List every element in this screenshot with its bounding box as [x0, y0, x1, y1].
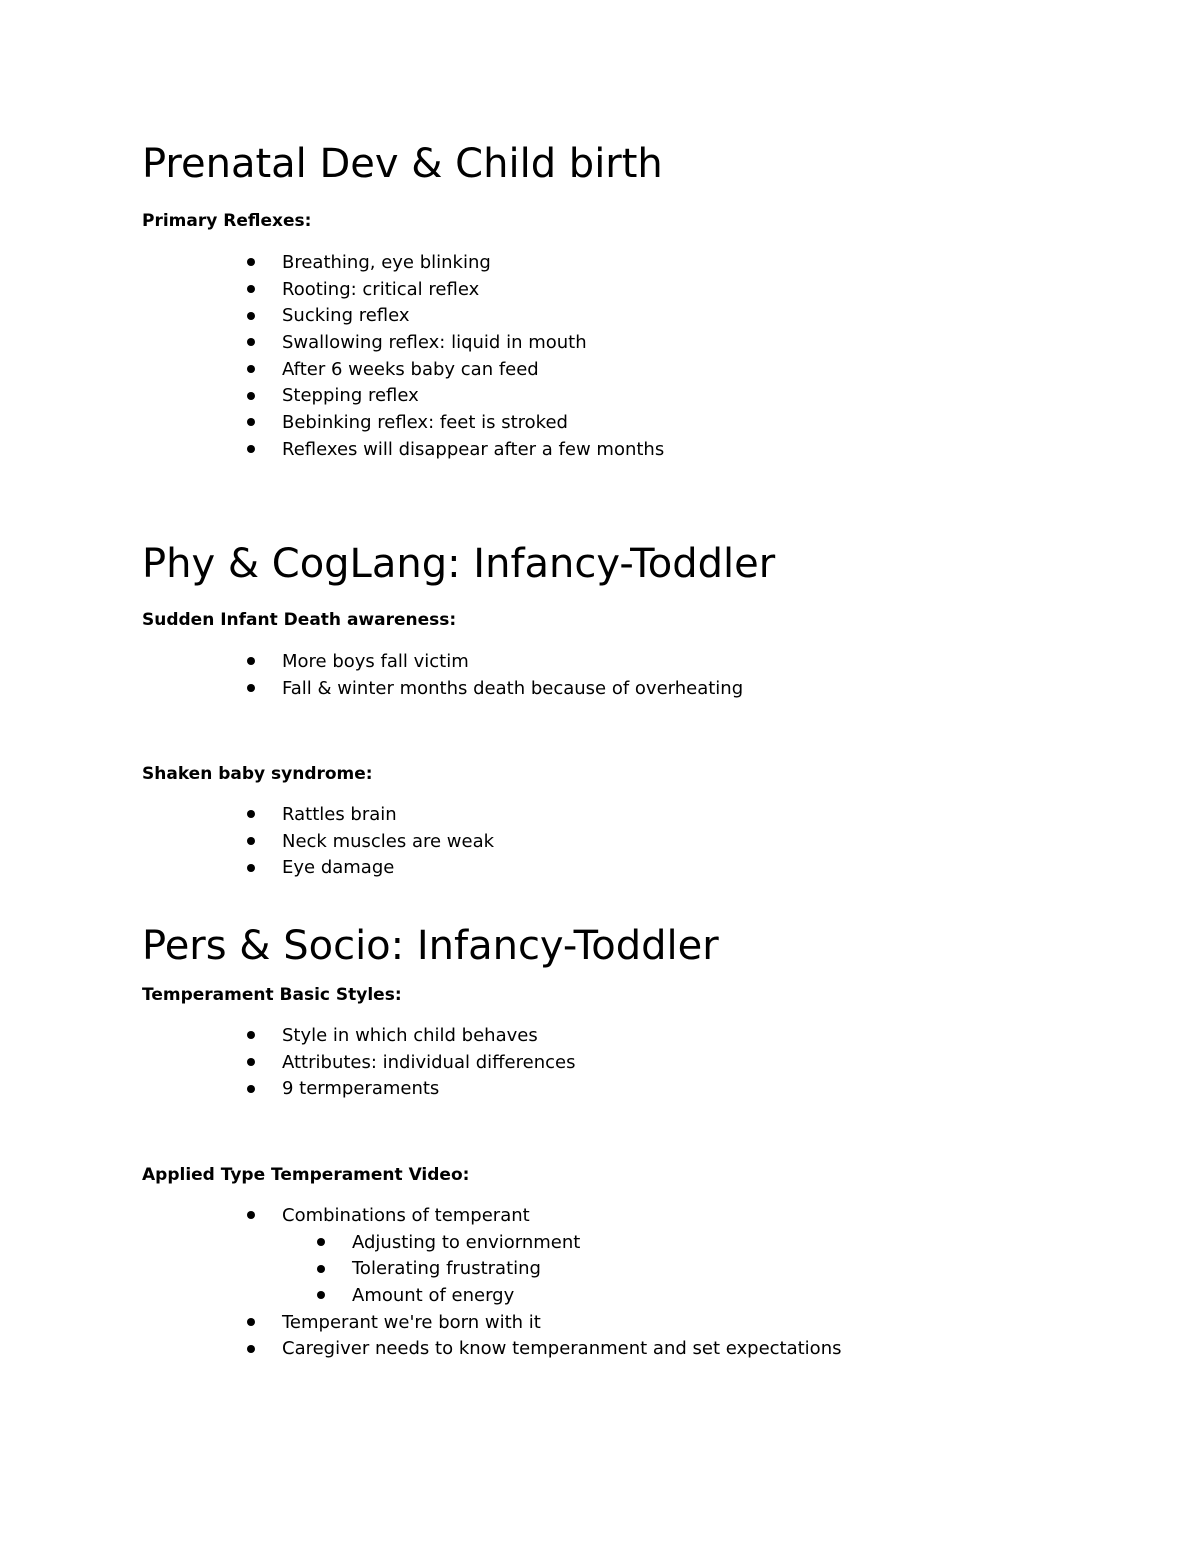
bullet-icon [247, 285, 255, 293]
bullet-icon [247, 837, 255, 845]
bullet-icon [247, 864, 255, 872]
bullet-icon [247, 392, 255, 400]
bullet-icon [247, 258, 255, 266]
bullet-icon [247, 338, 255, 346]
group-label-sids: Sudden Infant Death awareness: [142, 610, 457, 630]
bullet-icon [247, 312, 255, 320]
bullet-icon [247, 1085, 255, 1093]
bullet-icon [247, 657, 255, 665]
bullet-icon [247, 445, 255, 453]
group-label-primary-reflexes: Primary Reflexes: [142, 211, 312, 231]
bullet-icon [247, 810, 255, 818]
section-heading-pers-socio: Pers & Socio: Infancy-Toddler [142, 923, 719, 969]
bullet-icon [317, 1238, 325, 1246]
group-label-temperament-styles: Temperament Basic Styles: [142, 985, 402, 1005]
bullet-icon [317, 1291, 325, 1299]
bullet-icon [317, 1265, 325, 1273]
bullet-icon [247, 684, 255, 692]
section-heading-prenatal: Prenatal Dev & Child birth [142, 141, 663, 187]
bullet-icon [247, 418, 255, 426]
group-label-shaken-baby: Shaken baby syndrome: [142, 764, 373, 784]
group-label-applied-type: Applied Type Temperament Video: [142, 1165, 470, 1185]
bullet-icon [247, 1345, 255, 1353]
bullet-icon [247, 1211, 255, 1219]
bullet-icon [247, 1031, 255, 1039]
section-heading-phy-coglang: Phy & CogLang: Infancy-Toddler [142, 541, 776, 587]
bullet-icon [247, 365, 255, 373]
bullet-icon [247, 1318, 255, 1326]
document-page: Prenatal Dev & Child birth Primary Reflexes: Breathing, eye blinking Rooting: critical reflex Sucking reflex Swallowing reflex: liquid in mouth After 6 weeks baby can feed Stepping reflex Bebinking reflex: feet is stroked Reflexes will disappear after a few months Phy & CogLang: Infancy-Toddler Sudden Infant Death awareness: More boys fall victim Fall & winter months death because of overheating Shaken baby syndrome: Rattles brain Neck muscles are weak Eye damage Pers & Socio: Infancy-Toddler Temperament Basic Styles: Style in which child behaves Attributes: individual differences 9 termperaments Applied Type Temperament Video: Combinations of temperant Adjusting to enviornment Tolerating frustrating Amount of energy Temperant we're born with it Caregiver needs to know temperanment and set expectations [142, 141, 842, 1360]
bullet-icon [247, 1058, 255, 1066]
